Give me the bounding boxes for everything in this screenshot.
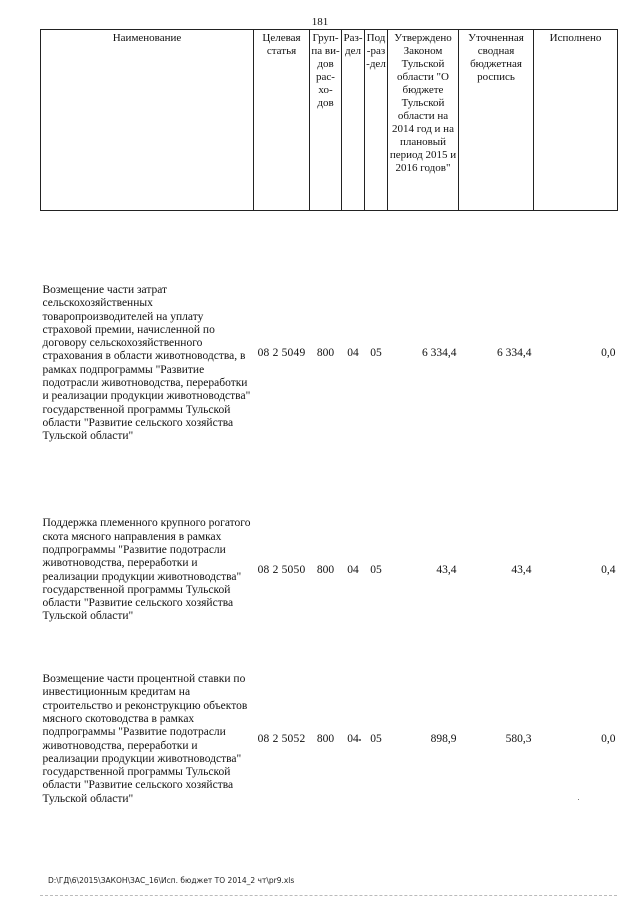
header-section: Раз-дел: [342, 30, 365, 211]
header-name: Наименование: [41, 30, 254, 211]
page-number: 181: [311, 16, 329, 28]
budget-execution-table: [40, 29, 618, 835]
row-approved: 898,9: [430, 732, 457, 745]
row-name: Возмещение части затрат сельскохозяйственных товаропроизводителей на уплату страховой премии, начисленной по договору сельскохозяйственного страхования в области животноводства, в рамках подпрограммы "Развитие подотрасли животноводства, переработки и реализации продукции животноводства" государственной программы Тульской области "Развитие сельского хозяйства Тульской области": [42, 283, 251, 443]
row-subsection: 05: [370, 563, 382, 576]
row-refined: 6 334,4: [497, 347, 532, 360]
scan-speck: [359, 739, 361, 741]
row-section: 04: [347, 563, 359, 576]
table-header-row: [41, 30, 618, 211]
row-executed: 0,0: [601, 732, 616, 745]
row-approved: 6 334,4: [422, 347, 457, 360]
row-target-article: 08 2 5050: [257, 563, 306, 576]
row-name: Возмещение части процентной ставки по инвестиционным кредитам на строительство и реконструкцию объектов мясного скотоводства в рамках подпрограммы "Развитие подотрасли животноводства, переработки и реализации продукции животноводства" государственной программы Тульской области "Развитие сельского хозяйства Тульской области": [42, 673, 248, 805]
row-target-article: 08 2 5049: [257, 347, 306, 360]
row-executed: 0,4: [601, 563, 616, 576]
file-path-footer: D:\ГД\6\2015\ЗАКОН\ЗАС_16\Исп. бюджет ТО 2014_2 чт\pr9.xls: [48, 876, 295, 885]
table-row: [41, 497, 618, 645]
row-section: 04: [347, 732, 359, 745]
row-expense-group: 800: [316, 347, 335, 360]
header-expense-group: Груп-па ви-дов рас-хо-дов: [310, 30, 342, 211]
row-target-article: 08 2 5052: [257, 732, 306, 745]
row-expense-group: 800: [316, 563, 335, 576]
header-target-article: Целевая статья: [254, 30, 310, 211]
row-executed: 0,0: [601, 347, 616, 360]
row-section: 04: [347, 347, 359, 360]
row-refined: 43,4: [511, 563, 532, 576]
row-subsection: 05: [370, 732, 382, 745]
header-executed: Исполнено: [534, 30, 618, 211]
row-expense-group: 800: [316, 732, 335, 745]
row-name: Поддержка племенного крупного рогатого скота мясного направления в рамках подпрограммы "Развитие подотрасли животноводства, переработки и реализации продукции животноводства" государственной программы Тульской области "Развитие сельского хозяйства Тульской области": [42, 517, 251, 623]
row-subsection: 05: [370, 347, 382, 360]
row-refined: 580,3: [505, 732, 532, 745]
bottom-divider: [40, 895, 617, 896]
table-row: [41, 211, 618, 497]
table-row: [41, 645, 618, 835]
header-refined: Уточненная сводная бюджетная роспись: [459, 30, 534, 211]
header-subsection: Под-раз-дел: [365, 30, 388, 211]
row-approved: 43,4: [436, 563, 457, 576]
scan-speck: [578, 799, 579, 800]
header-approved: Утверждено Законом Тульской области "О бюджете Тульской области на 2014 год и на плановый период 2015 и 2016 годов": [388, 30, 459, 211]
